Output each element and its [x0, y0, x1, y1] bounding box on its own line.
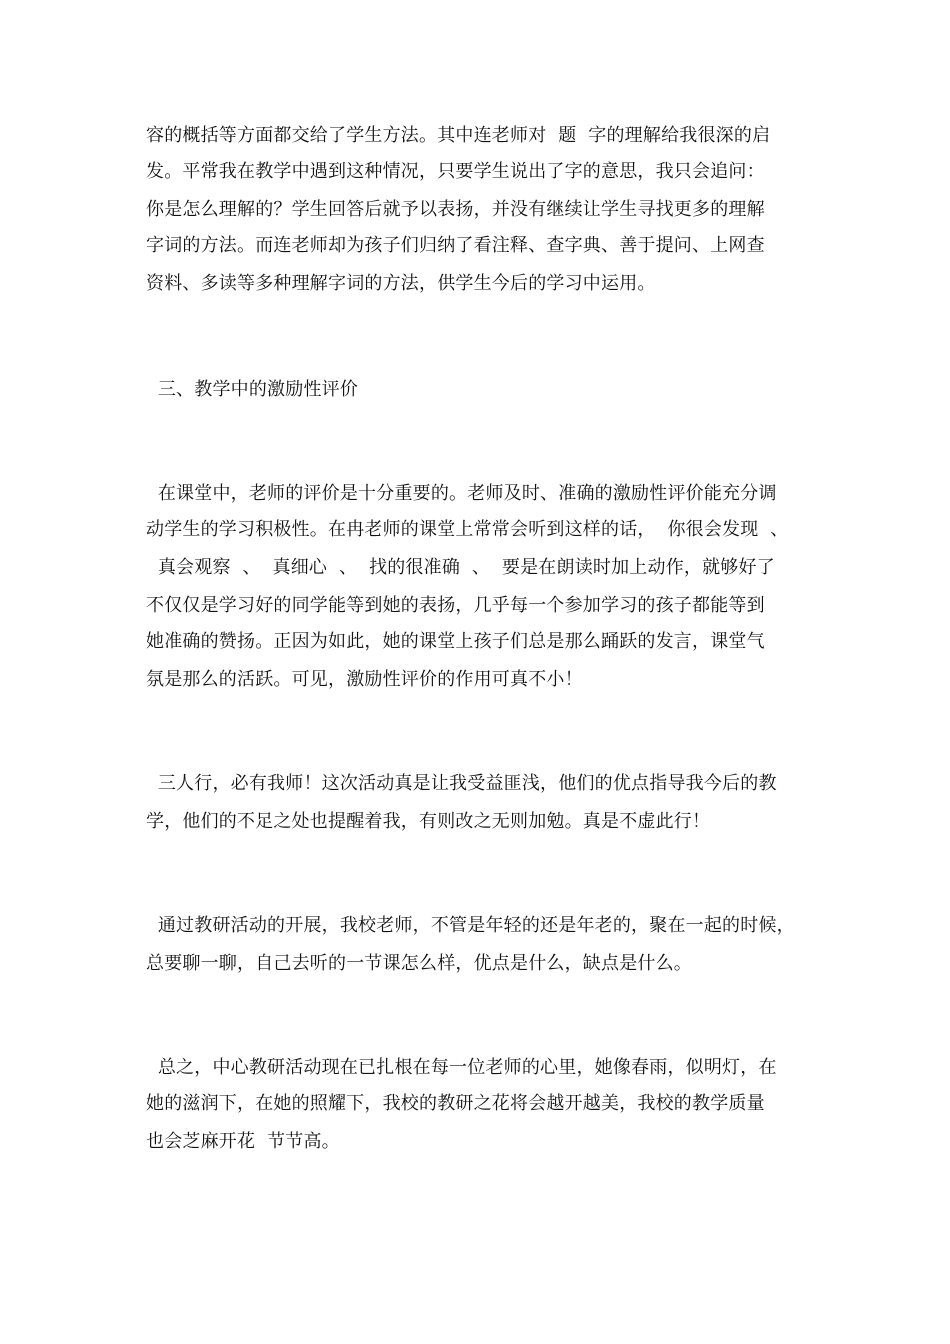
paragraph-2-line-3: 真会观察 、 真细心 、 找的很准确 、 要是在朗读时加上动作，就够好了	[146, 557, 775, 578]
paragraph-1-line-3: 你是怎么理解的？学生回答后就予以表扬，并没有继续让学生寻找更多的理解	[146, 199, 765, 220]
paragraph-2-line-4: 不仅仅是学习好的同学能等到她的表扬，几乎每一个参加学习的孩子都能等到	[146, 595, 765, 616]
paragraph-1-line-1: 容的概括等方面都交给了学生方法。其中连老师对 题 字的理解给我很深的启	[146, 125, 771, 146]
paragraph-1-line-5: 资料、多读等多种理解字词的方法，供学生今后的学习中运用。	[146, 273, 656, 294]
section-heading: 三、教学中的激励性评价	[146, 379, 359, 400]
paragraph-2-line-5: 她准确的赞扬。正因为如此，她的课堂上孩子们总是那么踊跃的发言，课堂气	[146, 631, 765, 652]
paragraph-5-line-2: 她的滋润下，在她的照耀下，我校的教研之花将会越开越美，我校的教学质量	[146, 1093, 765, 1114]
paragraph-4-line-2: 总要聊一聊，自己去听的一节课怎么样，优点是什么，缺点是什么。	[146, 953, 692, 974]
paragraph-4-line-1: 通过教研活动的开展，我校老师，不管是年轻的还是年老的，聚在一起的时候，	[146, 915, 795, 936]
paragraph-2-line-2: 动学生的学习积极性。在冉老师的课堂上常常会听到这样的话， 你很会发现 、	[146, 519, 789, 540]
paragraph-3-line-1: 三人行，必有我师！这次活动真是让我受益匪浅，他们的优点指导我今后的教	[146, 773, 777, 794]
paragraph-1-line-4: 字词的方法。而连老师却为孩子们归纳了看注释、查字典、善于提问、上网查	[146, 235, 765, 256]
paragraph-3-line-2: 学，他们的不足之处也提醒着我，有则改之无则加勉。真是不虚此行！	[146, 811, 711, 832]
paragraph-5-line-1: 总之，中心教研活动现在已扎根在每一位老师的心里，她像春雨，似明灯，在	[146, 1057, 777, 1078]
paragraph-5-line-3: 也会芝麻开花 节节高。	[146, 1131, 340, 1152]
paragraph-2-line-1: 在课堂中，老师的评价是十分重要的。老师及时、准确的激励性评价能充分调	[146, 483, 777, 504]
paragraph-1-line-2: 发。平常我在教学中遇到这种情况，只要学生说出了字的意思，我只会追问：	[146, 161, 765, 182]
paragraph-2-line-6: 氛是那么的活跃。可见，激励性评价的作用可真不小！	[146, 669, 583, 690]
